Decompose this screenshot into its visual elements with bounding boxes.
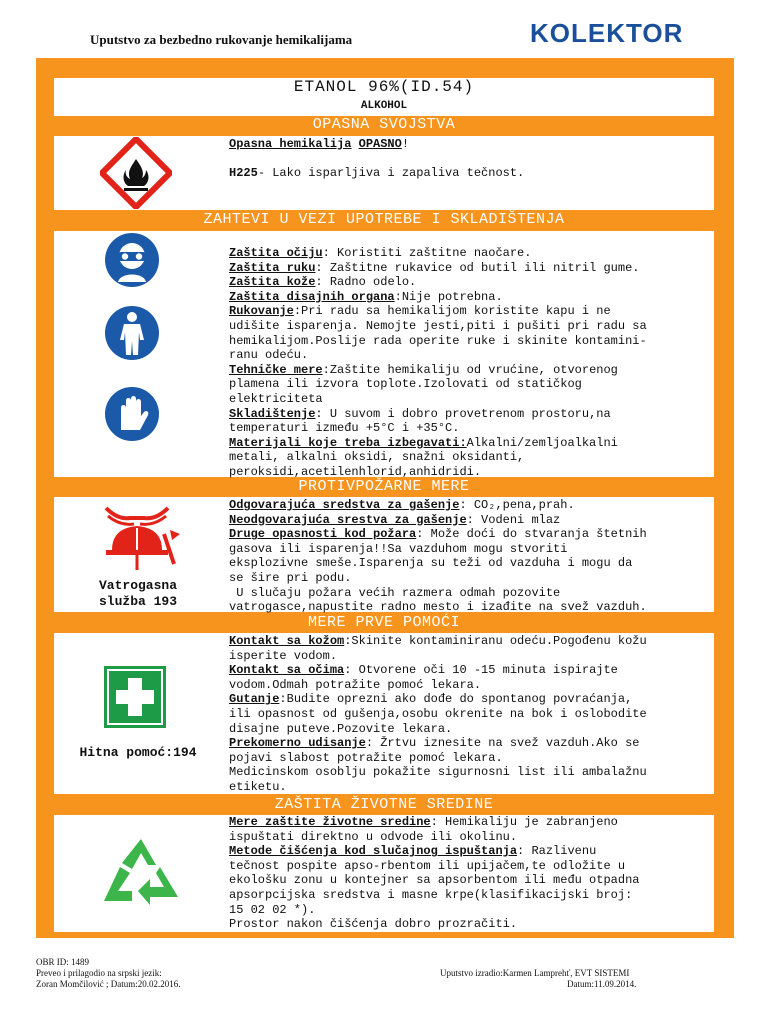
flammable-pictogram [100, 137, 172, 209]
section-title-fire: PROTIVPOŽARNE MERE [298, 478, 470, 495]
fire-text-block: Odgovarajuća sredstva za gašenje: CO₂,pena,prah. Neodgovarajuća srestva za gašenje: Vodeni mlaz Druge opasnosti kod požara: Može doći do stvaranja štetnih gasova ili isparenja!!Sa vazduhom mogu stvoriti eksplozivne smeše.Isparenja su teži od vazduha i mogu da se šire pri podu. U slučaju požara većih razmera odmah pozovite vatrogasce,napustite radno mesto i izađite na svež vazduh. [229, 498, 647, 615]
firefighter-emblem-icon [94, 500, 180, 572]
recycle-icon [100, 835, 182, 907]
author-date: Datum:11.09.2014. [567, 979, 637, 989]
author: Uputstvo izradio:Karmen Lamprehť, EVT SISTEMI [440, 968, 630, 978]
section-title-first-aid: MERE PRVE POMOĆI [307, 614, 461, 631]
document-title: Uputstvo za bezbedno rukovanje hemikalijama [90, 32, 353, 47]
obr-id: OBR ID: 1489 [36, 957, 90, 967]
translated-by-label: Preveo i prilagodio na srpski jezik: [36, 968, 162, 978]
hand-protection-icon [104, 386, 160, 442]
first-aid-text-block: Kontakt sa kožom:Skinite kontaminiranu odeću.Pogođenu kožu isperite vodom. Kontakt sa očima: Otvorene oči 10 -15 minuta ispirajte vodom.Odmah potražite pomoć lekara. Gutanje:Budite oprezni ako dođe do spontanog povraćanja, ili opasnost od gušenja,osobu okrenite na bok i oslobodite disajne puteve.Pozovite lekara. Prekomerno udisanje: Žrtvu iznesite na svež vazduh.Ako se pojavi slabost potražite pomoć lekara. Medicinskom osoblju pokažite sigurnosni list ili ambalažnu etiketu. [229, 634, 647, 794]
fire-service-number: Vatrogasna služba 193 [98, 578, 177, 609]
protective-clothing-icon [104, 305, 160, 361]
product-subtitle: ALKOHOL [360, 100, 408, 112]
footer-right [440, 968, 629, 979]
kolektor-logo [530, 18, 745, 48]
environment-text-block: Mere zaštite životne sredine: Hemikaliju je zabranjeno ispuštati direktno u odvode ili okolinu. Metode čišćenja kod slučajnog ispuštanja: Razlivenu tečnost pospite apso-rbentom ili upijačem,te odložite u ekološku zonu u kontejner sa apsorbentom ili među otpadna apsorpcijska sredstva i masne krpe(klasifikacijski broj: 15 02 02 *). Prostor nakon čišćenja dobro prozračiti. [229, 815, 640, 932]
section-title-hazards: OPASNA SVOJSTVA [312, 116, 456, 133]
translator: Zoran Momčilović ; Datum:20.02.2016. [36, 979, 181, 989]
footer-left [36, 957, 180, 990]
usage-text-block: Zaštita očiju: Koristiti zaštitne naočare. Zaštita ruku: Zaštitne rukavice od butil ili nitril gume. Zaštita kože: Radno odelo. Zaštita disajnih organa:Nije potrebna. Rukovanje:Pri radu sa hemikalijom koristite kapu i ne udišite isparenja. Nemojte jesti,piti i pušiti pri radu sa hemikalijom.Poslije rada operite ruke i skinite kontamini- ranu odeću. Tehničke mere:Zaštite hemikaliju od vrućine, otvorenog plamena ili izvora toplote.Izolovati od statičkog elektriciteta Skladištenje: U suvom i dobro provetrenom prostoru,na temperaturi između +5°C i +35°C. Materijali koje treba izbegavati:Alkalni/zemljoalkalni metali, alkalni oksidi, snažni oksidanti, peroksidi,acetilenhlorid,anhidridi. [229, 246, 647, 479]
first-aid-cross-icon [104, 666, 166, 728]
hazard-statement: H225- Lako isparljiva i zapaliva tečnost. [229, 166, 525, 180]
first-aid-service-number: Hitna pomoć:194 [79, 745, 197, 760]
section-title-usage: ZAHTEVI U VEZI UPOTREBE I SKLADIŠTENJA [203, 211, 565, 228]
svg-text:KOLEKTOR: KOLEKTOR [530, 18, 684, 48]
section-title-environment: ZAŠTITA ŽIVOTNE SREDINE [274, 796, 494, 813]
hazard-label-line: Opasna hemikalija OPASNO! [229, 137, 410, 151]
product-name: ETANOL 96%(ID.54) [293, 78, 475, 96]
eye-protection-icon [104, 232, 160, 288]
